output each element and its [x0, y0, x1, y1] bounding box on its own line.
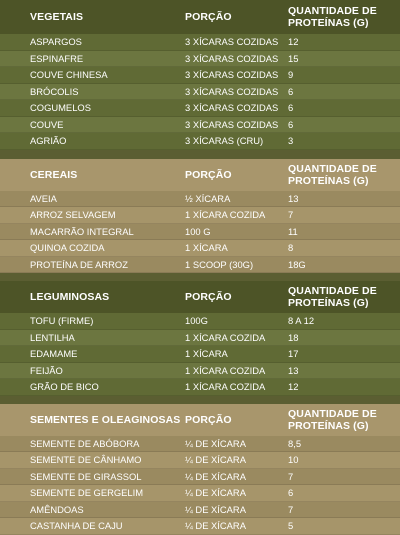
protein-value: 3	[288, 135, 294, 147]
protein-value: 6	[288, 118, 294, 130]
portion-value: 3 XÍCARAS COZIDAS	[185, 52, 279, 64]
protein-value: 5	[288, 520, 294, 532]
food-name: LENTILHA	[30, 331, 75, 343]
portion-value: ¼ DE XÍCARA	[185, 487, 246, 499]
table-row	[0, 191, 400, 208]
portion-header: PORÇÃO	[185, 168, 232, 181]
food-name: SEMENTE DE ABÓBORA	[30, 437, 140, 449]
food-name: SEMENTE DE GIRASSOL	[30, 470, 142, 482]
section-title: VEGETAIS	[30, 11, 84, 23]
table-row	[0, 34, 400, 51]
protein-value: 8	[288, 242, 294, 254]
portion-value: ¼ DE XÍCARA	[185, 503, 246, 515]
food-name: ARROZ SELVAGEM	[30, 209, 116, 221]
food-name: MACARRÃO INTEGRAL	[30, 225, 134, 237]
food-name: ASPARGOS	[30, 36, 82, 48]
protein-value: 18	[288, 331, 299, 343]
food-name: CASTANHA DE CAJU	[30, 520, 123, 532]
section-title: LEGUMINOSAS	[30, 291, 110, 303]
divider	[0, 150, 400, 159]
portion-value: ¼ DE XÍCARA	[185, 470, 246, 482]
table-row	[0, 51, 400, 68]
portion-value: 100G	[185, 315, 208, 327]
section-rows	[0, 436, 400, 535]
protein-header: QUANTIDADE DE PROTEÍNAS (G)	[288, 285, 377, 309]
table-row	[0, 452, 400, 469]
section-header	[0, 159, 400, 191]
portion-value: 3 XÍCARAS COZIDAS	[185, 85, 279, 97]
food-name: TOFU (FIRME)	[30, 315, 94, 327]
protein-header: QUANTIDADE DE PROTEÍNAS (G)	[288, 407, 377, 432]
food-name: GRÃO DE BICO	[30, 381, 99, 393]
protein-value: 18G	[288, 258, 306, 270]
protein-value: 13	[288, 192, 299, 204]
food-name: COUVE CHINESA	[30, 69, 108, 81]
portion-value: 1 XÍCARA COZIDA	[185, 381, 266, 393]
protein-value: 7	[288, 470, 294, 482]
food-name: COGUMELOS	[30, 102, 91, 114]
table-row	[0, 379, 400, 396]
protein-value: 10	[288, 454, 299, 466]
protein-value: 15	[288, 52, 299, 64]
protein-value: 6	[288, 85, 294, 97]
section-sementes	[0, 404, 400, 535]
food-name: SEMENTE DE GERGELIM	[30, 487, 144, 499]
section-title: SEMENTES E OLEAGINOSAS	[30, 413, 181, 426]
portion-value: 1 XÍCARA COZIDA	[185, 364, 266, 376]
protein-value: 8 A 12	[288, 315, 315, 327]
portion-value: 3 XÍCARAS (CRU)	[185, 135, 264, 147]
table-row	[0, 257, 400, 274]
section-header	[0, 0, 400, 34]
portion-value: 3 XÍCARAS COZIDAS	[185, 102, 279, 114]
food-name: ESPINAFRE	[30, 52, 84, 64]
section-header	[0, 404, 400, 436]
food-name: PROTEÍNA DE ARROZ	[30, 258, 128, 270]
food-name: COUVE	[30, 118, 64, 130]
portion-header: PORÇÃO	[185, 291, 232, 303]
section-rows	[0, 313, 400, 396]
protein-value: 8,5	[288, 437, 302, 449]
protein-header: QUANTIDADE DE PROTEÍNAS (G)	[288, 5, 377, 29]
food-name: AMÊNDOAS	[30, 503, 84, 515]
table-row	[0, 469, 400, 486]
section-rows	[0, 34, 400, 150]
food-name: BRÓCOLIS	[30, 85, 79, 97]
section-rows	[0, 191, 400, 274]
food-name: SEMENTE DE CÂNHAMO	[30, 454, 142, 466]
food-name: EDAMAME	[30, 348, 78, 360]
portion-value: ¼ DE XÍCARA	[185, 437, 246, 449]
protein-value: 7	[288, 209, 294, 221]
protein-value: 12	[288, 381, 299, 393]
table-row	[0, 224, 400, 241]
section-leguminosas	[0, 281, 400, 396]
portion-value: 3 XÍCARAS COZIDAS	[185, 69, 279, 81]
portion-value: 1 SCOOP (30G)	[185, 258, 254, 270]
section-vegetais	[0, 0, 400, 150]
food-name: AGRIÃO	[30, 135, 67, 147]
portion-header: PORÇÃO	[185, 11, 232, 23]
table-row	[0, 117, 400, 134]
portion-value: ¼ DE XÍCARA	[185, 520, 246, 532]
table-row	[0, 133, 400, 150]
portion-header: PORÇÃO	[185, 413, 232, 426]
protein-value: 13	[288, 364, 299, 376]
table-row	[0, 436, 400, 453]
portion-value: 1 XÍCARA COZIDA	[185, 209, 266, 221]
protein-value: 7	[288, 503, 294, 515]
portion-value: 1 XÍCARA	[185, 242, 228, 254]
portion-value: 1 XÍCARA COZIDA	[185, 331, 266, 343]
food-name: QUINOA COZIDA	[30, 242, 105, 254]
protein-value: 6	[288, 102, 294, 114]
section-header	[0, 281, 400, 313]
portion-value: 3 XÍCARAS COZIDAS	[185, 36, 279, 48]
table-row	[0, 67, 400, 84]
table-row	[0, 100, 400, 117]
food-name: AVEIA	[30, 192, 57, 204]
protein-value: 6	[288, 487, 294, 499]
table-row	[0, 363, 400, 380]
protein-value: 12	[288, 36, 299, 48]
section-cereais	[0, 159, 400, 274]
protein-value: 17	[288, 348, 299, 360]
table-row	[0, 240, 400, 257]
section-title: CEREAIS	[30, 168, 78, 181]
protein-header: QUANTIDADE DE PROTEÍNAS (G)	[288, 162, 377, 187]
divider	[0, 396, 400, 404]
portion-value: ¼ DE XÍCARA	[185, 454, 246, 466]
portion-value: ½ XÍCARA	[185, 192, 231, 204]
protein-value: 11	[288, 225, 298, 237]
protein-value: 9	[288, 69, 294, 81]
table-row	[0, 313, 400, 330]
portion-value: 3 XÍCARAS COZIDAS	[185, 118, 279, 130]
table-row	[0, 502, 400, 519]
divider	[0, 273, 400, 281]
portion-value: 100 G	[185, 225, 211, 237]
table-row	[0, 330, 400, 347]
table-row	[0, 207, 400, 224]
food-name: FEIJÃO	[30, 364, 63, 376]
portion-value: 1 XÍCARA	[185, 348, 228, 360]
table-row	[0, 518, 400, 535]
table-row	[0, 346, 400, 363]
table-row	[0, 84, 400, 101]
table-row	[0, 485, 400, 502]
